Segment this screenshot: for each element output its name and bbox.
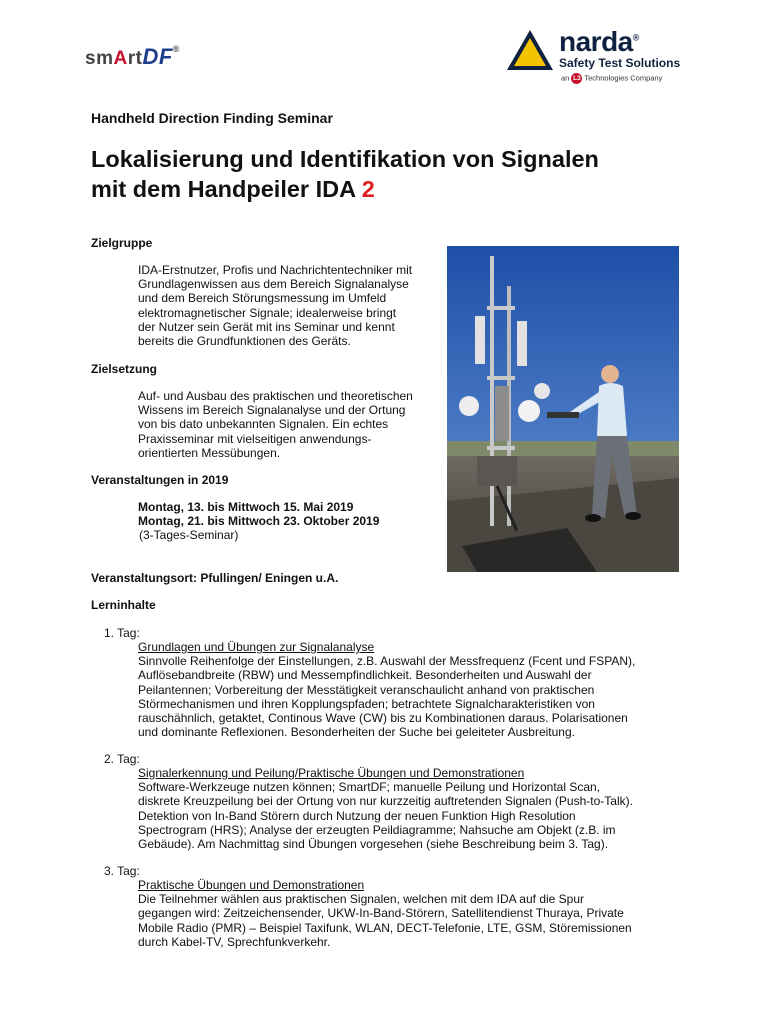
smartdf-logo: smArtDF® <box>85 44 180 69</box>
seminar-label: Handheld Direction Finding Seminar <box>91 110 333 126</box>
day-1-label: 1. Tag: <box>104 626 140 640</box>
rooftop-antenna-photo <box>447 246 679 572</box>
day-2-content: Signalerkennung und Peilung/Praktische Übungen und Demonstrationen Software-Werkzeuge nutzen können; SmartDF; manuelle Peilung und Horizontal Scan, diskrete Kreuzpeilung bei der Ortung von nur kurzzeitig auftretenden Signalen (Push-to-Talk). Detektion von In-Band Störern durch Nutzung der neuen Funktion High Resolution Spectrogram (HRS); Analyse der erzeugten Peildiagramme; Nahsuche am Objekt (z.B. im Gebäude). Am Nachmittag sind Übungen vorgesehen (siehe Beschreibung beim 3. Tag). <box>138 766 738 851</box>
day-1-topic: Grundlagen und Übungen zur Signalanalyse <box>138 640 375 654</box>
day-3-topic: Praktische Übungen und Demonstrationen <box>138 878 365 892</box>
lerninhalte-heading: Lerninhalte <box>91 598 156 612</box>
day-3-label: 3. Tag: <box>104 864 140 878</box>
event-duration-note: (3-Tages-Seminar) <box>139 528 239 542</box>
day-3-content: Praktische Übungen und Demonstrationen Die Teilnehmer wählen aus praktischen Signalen, welchen mit dem IDA auf die Spur gegangen wird: Zeitzeichensender, UKW-In-Band-Störern, Satellitendienst Thuraya, Private Mobile Radio (PMR) – Beispiel Taxifunk, WLAN, DECT-Telefonie, LTE, GSM, Störemissionen durch Kabel-TV, Sprechfunkverkehr. <box>138 878 738 949</box>
zielsetzung-heading: Zielsetzung <box>91 362 158 376</box>
zielgruppe-text: IDA-Erstnutzer, Profis und Nachrichtentechniker mit Grundlagenwissen aus dem Bereich Signalanalyse und dem Bereich Störungsmessung im Umfeld elektromagnetischer Signale; idealerweise bringt der Nutzer sein Gerät mit ins Seminar und kennt bereits die Grundfunktionen des Geräts. <box>138 263 413 349</box>
day-2-label: 2. Tag: <box>104 752 140 766</box>
veranstaltungen-heading: Veranstaltungen in 2019 <box>91 473 229 487</box>
zielgruppe-heading: Zielgruppe <box>91 236 153 250</box>
narda-logo: narda® Safety Test Solutions an L3 Technologies Company <box>505 26 705 86</box>
zielsetzung-text: Auf- und Ausbau des praktischen und theoretischen Wissens im Bereich Signalanalyse und der Ortung von bis dato unbekannten Signalen. Ein echtes Praxisseminar mit vielseitigen anwendungs- orientierten Messübungen. <box>138 389 413 460</box>
warning-triangle-icon <box>505 28 555 72</box>
veranstaltungsort-heading: Veranstaltungsort: Pfullingen/ Eningen u.A. <box>91 571 339 585</box>
event-date-2: Montag, 21. bis Mittwoch 23. Oktober 2019 <box>138 514 380 528</box>
day-2-topic: Signalerkennung und Peilung/Praktische Übungen und Demonstrationen <box>138 766 525 780</box>
event-date-1: Montag, 13. bis Mittwoch 15. Mai 2019 <box>138 500 354 514</box>
day-1-content: Grundlagen und Übungen zur Signalanalyse Sinnvolle Reihenfolge der Einstellungen, z.B. Auswahl der Messfrequenz (Fcent und FSPAN), Auflösebandbreite (RBW) und Messempfindlichkeit. Besonderheiten und Auswahl der Peilantennen; Vorbereitung der Messtätigkeit veranschaulicht anhand von praktischen Störmechanismen und ihren Kopplungspfaden; betrachtete Signalcharakteristiken von rauschähnlich, getaktet, Continous Wave (CW) bis zu Kombinationen daraus. Polarisationen und dominante Reflexionen. Besonderheiten der Suche bei geleiteter Ausbreitung. <box>138 640 738 739</box>
page-title: Lokalisierung und Identifikation von Signalen mit dem Handpeiler IDA 2 <box>91 146 599 202</box>
